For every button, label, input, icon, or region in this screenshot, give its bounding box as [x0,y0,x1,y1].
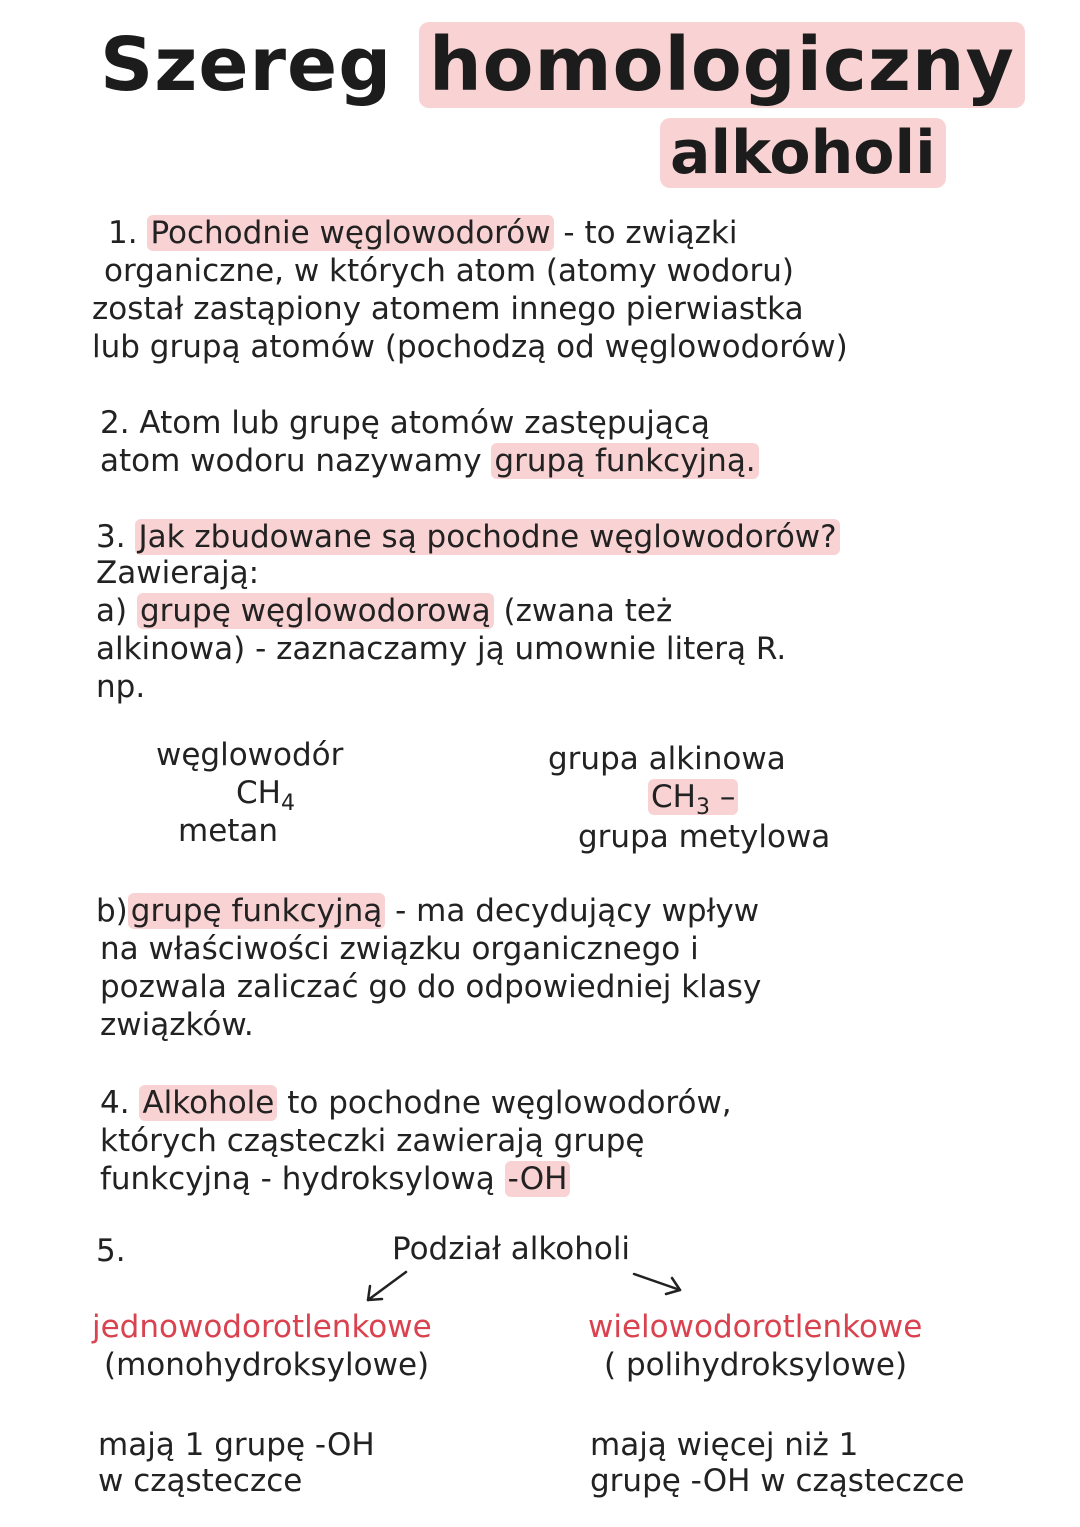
p5-number: 5. [96,1233,126,1269]
p2-text: atom wodoru nazywamy [100,443,482,479]
arrow-right-icon [628,1266,692,1300]
p3-b-rest: - ma decydujący wpływ [395,893,760,929]
title-word-homologiczny: homologiczny [419,22,1025,108]
p4-rest: to pochodne węglowodorów, [287,1085,732,1121]
p3-a-highlight: grupę węglowodorową [137,593,494,629]
p1-rest: - to związki [563,215,738,251]
p3-number: 3. [96,519,126,555]
formula-ch4-sub: 4 [280,791,295,817]
p2-highlight: grupą funkcyjną. [491,443,758,479]
right-category-desc-1: mają więcej niż 1 [590,1427,859,1463]
formula-ch3-sub: 3 [695,795,710,821]
formula-ch3-highlight [648,779,738,821]
p4-line-3 [100,1160,570,1198]
title-line-2 [660,118,946,188]
p3-b-line-1 [96,892,759,930]
p3-line-2: Zawierają: [96,555,260,591]
p3-a-line-3: np. [96,669,146,705]
right-category-title: wielowodorotlenkowe [588,1309,923,1345]
example-left-name: metan [178,813,279,849]
example-right-label: grupa alkinowa [548,741,786,777]
title-word-szereg: Szereg [100,22,393,108]
title-word-alkoholi: alkoholi [660,118,946,188]
p1-highlight: Pochodnie węglowodorów [147,215,553,251]
p3-line-1 [96,518,840,556]
p4-line-2: których cząsteczki zawierają grupę [100,1123,645,1159]
p3-b-label: b) [96,893,128,929]
right-category-desc-2: grupę -OH w cząsteczce [590,1463,965,1499]
p3-a-label: a) [96,593,128,629]
p3-highlight: Jak zbudowane są pochodne węglowodorów? [135,519,839,555]
p2-line-1: 2. Atom lub grupę atomów zastępującą [100,405,710,441]
example-right-name: grupa metylowa [578,819,831,855]
p3-a-line-2: alkinowa) - zaznaczamy ją umownie literą R. [96,631,787,667]
left-category-title: jednowodorotlenkowe [92,1309,432,1345]
title-line-1 [100,22,1025,108]
p3-a-line-1 [96,592,672,630]
p1-line-3: został zastąpiony atomem innego pierwiastka [92,291,804,327]
p3-b-line-2: na właściwości związku organicznego i [100,931,699,967]
p1-line-1 [108,214,738,252]
left-category-desc-2: w cząsteczce [98,1463,303,1499]
p3-b-line-3: pozwala zaliczać go do odpowiedniej klasy [100,969,762,1005]
p1-line-4: lub grupą atomów (pochodzą od węglowodorów) [92,329,848,365]
arrow-left-icon [356,1266,416,1308]
left-category-desc-1: mają 1 grupę -OH [98,1427,375,1463]
p4-text: funkcyjną - hydroksylową [100,1161,495,1197]
formula-ch3: CH [651,779,696,815]
left-category-subtitle: (monohydroksylowe) [104,1347,430,1383]
p4-line-1 [100,1084,732,1122]
p1-line-2: organiczne, w których atom (atomy wodoru) [104,253,794,289]
p1-number: 1. [108,215,138,251]
p5-heading: Podział alkoholi [392,1231,631,1267]
formula-ch3-bond: – [709,779,736,815]
p2-line-2 [100,442,759,480]
right-category-subtitle: ( polihydroksylowe) [604,1347,908,1383]
p4-oh-highlight: -OH [505,1161,571,1197]
p3-b-line-4: związków. [100,1007,254,1043]
p3-a-rest: (zwana też [503,593,673,629]
p4-number: 4. [100,1085,130,1121]
formula-ch4: CH [236,775,281,811]
p4-highlight: Alkohole [139,1085,277,1121]
example-left-label: węglowodór [156,737,344,773]
p3-b-highlight: grupę funkcyjną [128,893,385,929]
